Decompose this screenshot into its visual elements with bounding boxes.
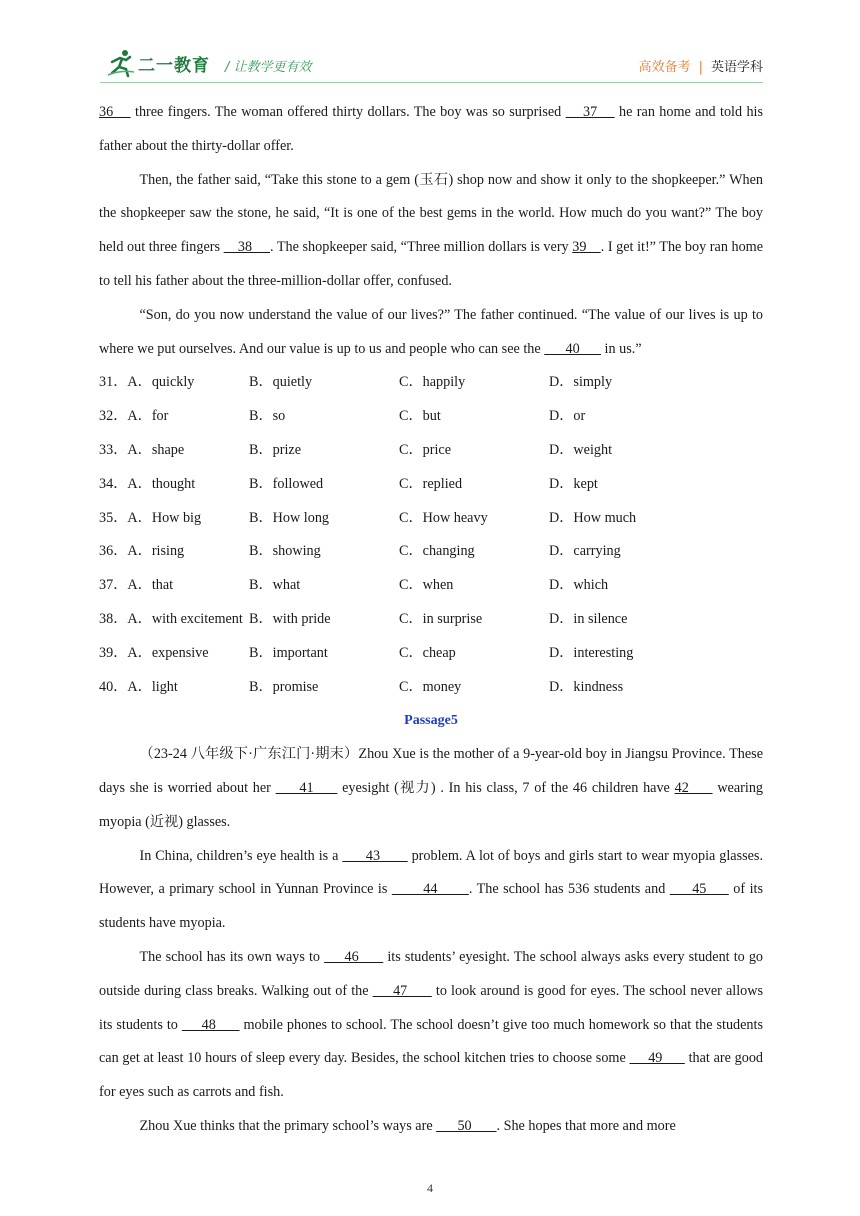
option-text: A．shape	[127, 441, 185, 458]
blank: 40	[544, 340, 601, 357]
option-d: D．How much	[549, 509, 637, 526]
paragraph-text: in us.”	[600, 340, 642, 357]
option-text: A．expensive	[127, 644, 209, 661]
paragraph-text: its students’ eyesight. The school always asks every student to go outside during class breaks. Walking out of the	[99, 948, 764, 999]
question-number: 39．	[99, 644, 128, 661]
blank: 42	[674, 779, 713, 796]
option-text: A．for	[127, 408, 169, 425]
paragraph-text: （23-24 八年级下·广东江门·期末）Zhou Xue is the mother of a 9-year-old boy in Jiangsu Province. These days she is worried about her	[99, 746, 763, 796]
paragraph	[99, 738, 763, 839]
paragraph-text: problem. A lot of boys and girls start to wear myopia glasses. However, a primary school in Yunnan Province is	[99, 847, 763, 898]
option-a	[99, 671, 249, 705]
blank: 48	[181, 1016, 240, 1033]
option-a	[99, 366, 249, 400]
runner-icon	[106, 48, 136, 78]
option-d: D．or	[549, 408, 586, 425]
header-divider	[100, 82, 763, 83]
paragraph	[99, 164, 763, 299]
option-b: B．promise	[249, 678, 319, 695]
question-options-row	[99, 468, 763, 502]
paragraph	[99, 96, 763, 164]
question-options-row	[99, 569, 763, 603]
paragraph-text: three fingers. The woman offered thirty dollars. The boy was so surprised	[130, 104, 566, 120]
option-c: C．replied	[399, 475, 463, 492]
question-number: 38．	[99, 610, 128, 627]
question-number: 33．	[99, 441, 128, 458]
blank: 46	[324, 948, 384, 965]
option-text: A．rising	[127, 543, 185, 560]
option-b: B．with pride	[249, 610, 331, 627]
paragraph-text: . The school has 536 students and	[468, 881, 670, 898]
option-c: C．happily	[399, 374, 466, 391]
blank: 50	[436, 1117, 497, 1134]
option-text: A．light	[127, 678, 178, 695]
option-d: D．interesting	[549, 644, 634, 661]
paragraph-text: In China, children’s eye health is a	[139, 847, 343, 864]
option-text: A．with excitement	[127, 610, 243, 627]
question-options-row	[99, 502, 763, 536]
blank: 44	[391, 881, 469, 898]
paragraph-text: he ran home and told his father about the thirty-dollar offer.	[99, 104, 764, 154]
option-b: B．showing	[249, 543, 321, 560]
paragraph-text: . She hopes that more and more	[496, 1117, 676, 1134]
question-options-row	[99, 535, 763, 569]
paragraph	[99, 840, 763, 941]
paragraph	[99, 1110, 763, 1144]
question-options-row	[99, 671, 763, 705]
option-text: A．thought	[127, 475, 196, 492]
option-c: C．How heavy	[399, 509, 488, 526]
option-a	[99, 468, 249, 502]
option-b: B．How long	[249, 509, 330, 526]
paragraph-text: eyesight (视力) . In his class, 7 of the 46 children have	[337, 779, 675, 796]
question-number: 32．	[99, 408, 128, 425]
blank: 45	[669, 881, 729, 898]
paragraph-text: wearing myopia (近视) glasses.	[99, 779, 764, 830]
page-header	[100, 44, 763, 84]
blank: 38	[223, 239, 271, 256]
option-a	[99, 502, 249, 536]
option-d: D．weight	[549, 441, 613, 458]
option-d: D．simply	[549, 374, 613, 391]
option-b: B．what	[249, 577, 301, 594]
question-options-row	[99, 603, 763, 637]
option-d: D．kindness	[549, 678, 624, 695]
paragraph-text: “Son, do you now understand the value of our lives?” The father continued. “The value of our lives is up to where we put ourselves. And our value is up to us and people who can see the	[99, 306, 763, 357]
question-number: 40．	[99, 678, 128, 695]
header-slogan: / 让教学更有效	[225, 60, 312, 75]
paragraph-text: of its students have myopia.	[99, 881, 764, 932]
question-options-row	[99, 366, 763, 400]
option-c: C．cheap	[399, 644, 456, 661]
paragraph-text: that are good for eyes such as carrots and fish.	[99, 1050, 764, 1101]
option-a	[99, 637, 249, 671]
option-d: D．carrying	[549, 543, 621, 560]
option-a	[99, 535, 249, 569]
paragraph	[99, 941, 763, 1110]
question-number: 36．	[99, 543, 128, 560]
question-options-row	[99, 400, 763, 434]
blank: 39	[572, 239, 601, 256]
option-text: A．that	[127, 577, 174, 594]
paragraph	[99, 299, 763, 367]
blank: 37	[565, 104, 615, 120]
passage-title: Passage5	[404, 713, 458, 729]
blank: 41	[275, 779, 338, 796]
option-c: C．when	[399, 577, 454, 594]
paragraph-text: Zhou Xue thinks that the primary school’s ways are	[139, 1117, 437, 1134]
paragraph-text: . I get it!” The boy ran home to tell his father about the three-million-dollar offer, confused.	[99, 239, 764, 289]
paragraph-text: to look around is good for eyes. The school never allows its students to	[99, 982, 764, 1033]
option-b: B．quietly	[249, 374, 313, 391]
option-c: C．money	[399, 678, 462, 695]
option-d: D．which	[549, 577, 609, 594]
blank: 36	[99, 104, 131, 120]
paragraph-text: mobile phones to school. The school doesn’t give too much homework so that the students can get at least 10 hours of sleep every day. Besides, the school kitchen tries to choose some	[99, 1016, 763, 1067]
question-number: 34．	[99, 475, 128, 492]
option-b: B．important	[249, 644, 328, 661]
option-a	[99, 434, 249, 468]
option-c: C．price	[399, 441, 452, 458]
question-number: 31．	[99, 374, 128, 391]
header-subject-name: 英语学科	[710, 60, 763, 75]
option-d: D．in silence	[549, 610, 628, 627]
option-a	[99, 400, 249, 434]
header-separator: |	[698, 60, 703, 75]
option-d: D．kept	[549, 475, 598, 492]
paragraph-text: Then, the father said, “Take this stone to a gem (玉石) shop now and show it only to the shopkeeper.” When the shopkeeper saw the stone, he said, “It is one of the best gems in the world. How much do you want?” The boy held out three fingers	[99, 171, 763, 256]
page-number: 4	[427, 1181, 433, 1195]
brand-logo	[106, 48, 210, 78]
header-subject	[639, 56, 763, 75]
option-b: B．so	[249, 408, 286, 425]
options-list	[99, 366, 763, 704]
header-tag: 高效备考	[638, 60, 691, 75]
option-text: A．quickly	[127, 374, 195, 391]
option-c: C．in surprise	[399, 610, 483, 627]
option-text: A．How big	[127, 509, 202, 526]
paragraph-text: . The shopkeeper said, “Three million dollars is very	[270, 239, 573, 256]
option-c: C．changing	[399, 543, 475, 560]
paragraph-text: The school has its own ways to	[139, 948, 325, 965]
question-options-row	[99, 434, 763, 468]
option-b: B．followed	[249, 475, 324, 492]
option-b: B．prize	[249, 441, 302, 458]
question-number: 37．	[99, 577, 128, 594]
question-options-row	[99, 637, 763, 671]
option-a	[99, 603, 249, 637]
blank: 49	[629, 1050, 685, 1067]
logo-text: 二一教育	[138, 55, 210, 76]
document-body	[99, 96, 763, 1144]
option-a	[99, 569, 249, 603]
option-c: C．but	[399, 408, 441, 425]
blank: 43	[342, 847, 408, 864]
blank: 47	[372, 982, 432, 999]
question-number: 35．	[99, 509, 128, 526]
